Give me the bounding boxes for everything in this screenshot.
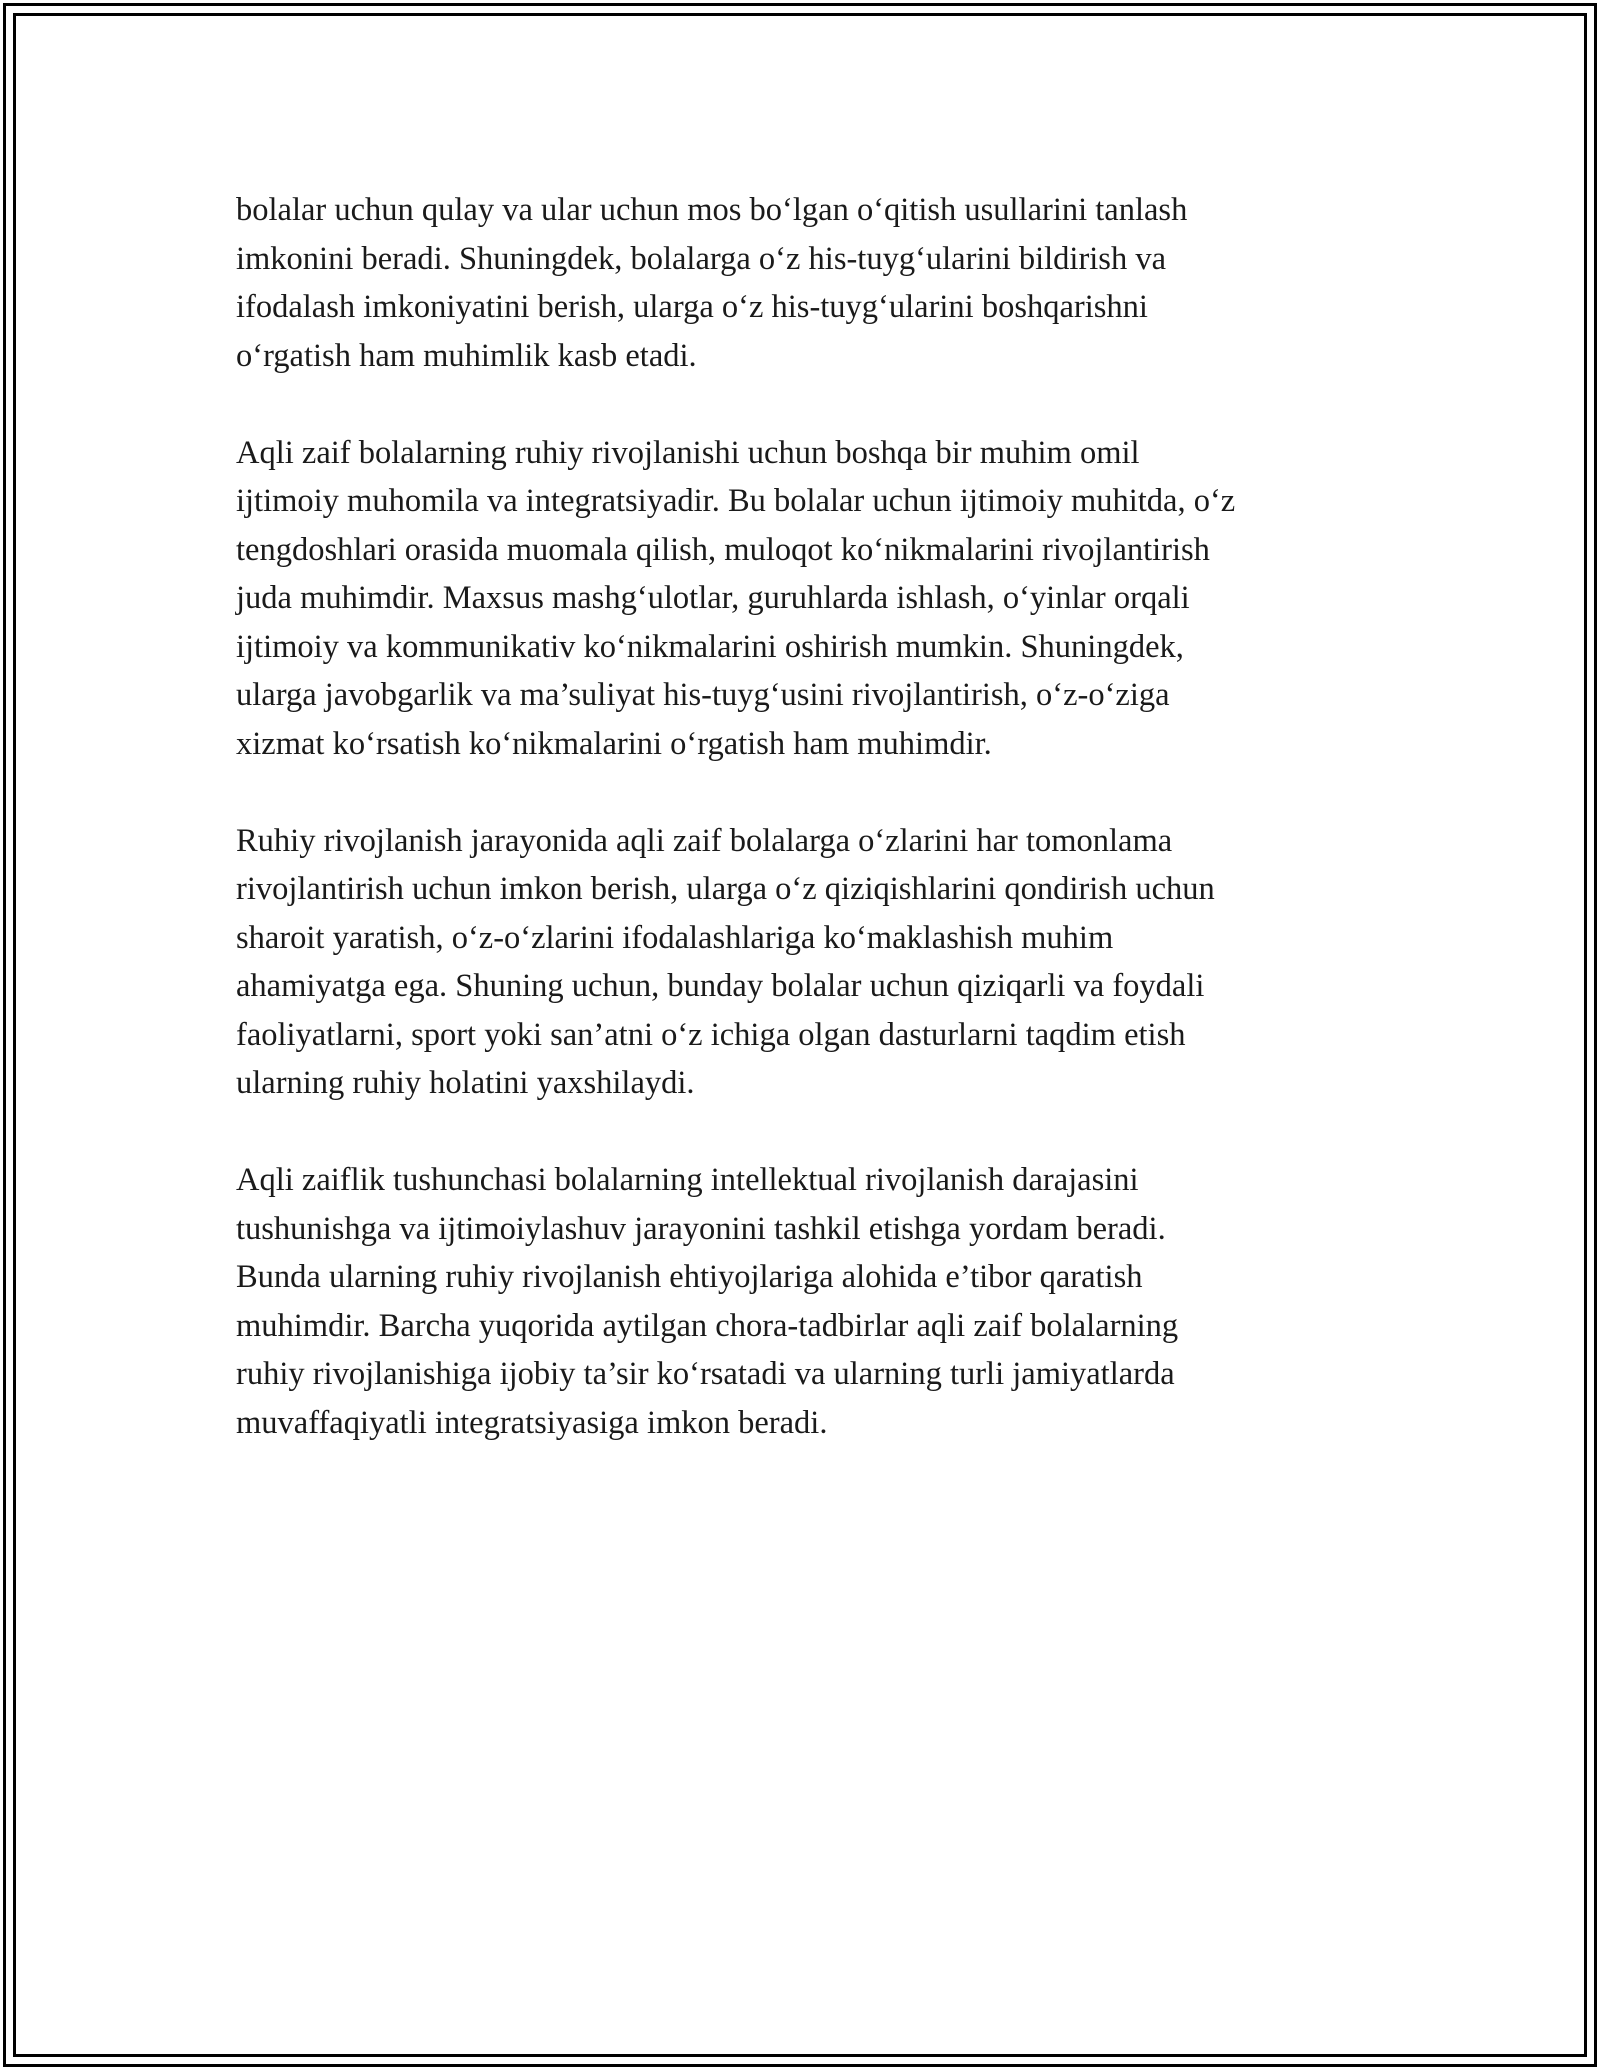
text-line: sharoit yaratish, o‘z-o‘zlarini ifodalashlariga ko‘maklashish muhim (236, 919, 1114, 956)
text-line: muvaffaqiyatli integratsiyasiga imkon beradi. (236, 1404, 828, 1441)
text-line: ijtimoiy muhomila va integratsiyadir. Bu bolalar uchun ijtimoiy muhitda, o‘z (236, 483, 1236, 519)
text-line: Ruhiy rivojlanish jarayonida aqli zaif bolalarga o‘zlarini har tomonlama (236, 822, 1173, 859)
text-line: juda muhimdir. Maxsus mashg‘ulotlar, guruhlarda ishlash, o‘yinlar orqali (236, 580, 1190, 616)
text-line: faoliyatlarni, sport yoki san’atni o‘z ichiga olgan dasturlarni taqdim etish (236, 1016, 1186, 1053)
text-line: tengdoshlari orasida muomala qilish, muloqot ko‘nikmalarini rivojlantirish (236, 531, 1210, 568)
text-line: Aqli zaiflik tushunchasi bolalarning intellektual rivojlanish darajasini (236, 1162, 1139, 1198)
paragraph-3 (236, 817, 1416, 1108)
text-line: o‘rgatish ham muhimlik kasb etadi. (236, 337, 697, 374)
paragraph-2 (236, 429, 1416, 769)
text-line: bolalar uchun qulay va ular uchun mos bo‘lgan o‘qitish usullarini tanlash (236, 192, 1188, 228)
text-line: xizmat ko‘rsatish ko‘nikmalarini o‘rgatish ham muhimdir. (236, 725, 992, 762)
text-line: ijtimoiy va kommunikativ ko‘nikmalarini oshirish mumkin. Shuningdek, (236, 628, 1184, 665)
text-line: Bunda ularning ruhiy rivojlanish ehtiyojlariga alohida e’tibor qaratish (236, 1259, 1143, 1295)
text-line: ruhiy rivojlanishiga ijobiy ta’sir ko‘rsatadi va ularning turli jamiyatlarda (236, 1356, 1175, 1392)
text-line: ahamiyatga ega. Shuning uchun, bunday bolalar uchun qiziqarli va foydali (236, 968, 1205, 1004)
text-line: muhimdir. Barcha yuqorida aytilgan chora-tadbirlar aqli zaif bolalarning (236, 1307, 1179, 1344)
text-line: ularning ruhiy holatini yaxshilaydi. (236, 1065, 695, 1101)
document-body (236, 186, 1416, 1496)
text-line: ifodalash imkoniyatini berish, ularga o‘z his-tuyg‘ularini boshqarishni (236, 289, 1148, 325)
text-line: tushunishga va ijtimoiylashuv jarayonini tashkil etishga yordam beradi. (236, 1210, 1166, 1247)
text-line: ularga javobgarlik va ma’suliyat his-tuyg‘usini rivojlantirish, o‘z-o‘ziga (236, 677, 1170, 713)
text-line: Aqli zaif bolalarning ruhiy rivojlanishi uchun boshqa bir muhim omil (236, 434, 1140, 471)
paragraph-1 (236, 186, 1416, 380)
paragraph-4 (236, 1156, 1416, 1447)
text-line: rivojlantirish uchun imkon berish, ularga o‘z qiziqishlarini qondirish uchun (236, 871, 1215, 907)
text-line: imkonini beradi. Shuningdek, bolalarga o‘z his-tuyg‘ularini bildirish va (236, 240, 1166, 277)
